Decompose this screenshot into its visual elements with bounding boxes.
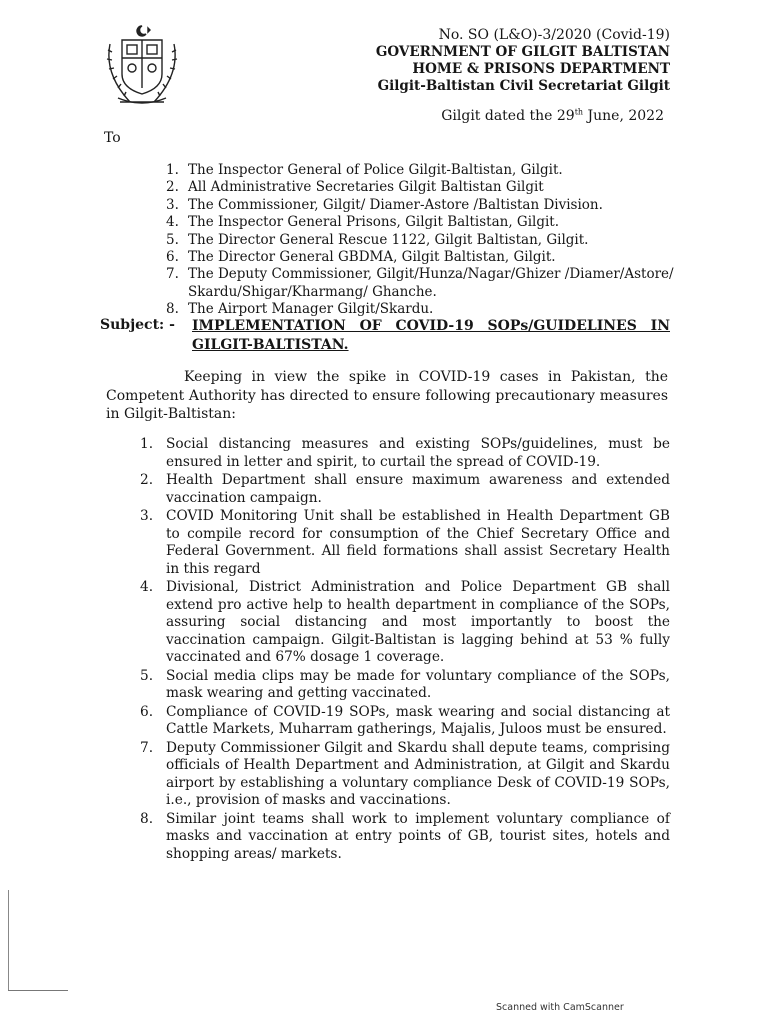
date-prefix: Gilgit dated the 29	[441, 108, 575, 124]
subject-text	[192, 317, 670, 355]
item-text: Social distancing measures and existing SOPs/guidelines, must be ensured in letter and spirit, to curtail the spread of COVID-19.	[166, 436, 670, 470]
letterhead	[376, 26, 670, 95]
item-text: COVID Monitoring Unit shall be established in Health Department GB to compile record for consumption of the Chief Secretary Office and Federal Government. All field formations shall assist Secretary Health in this regard	[166, 508, 670, 577]
item-number: 8.	[140, 810, 154, 827]
list-item	[166, 179, 686, 196]
list-item	[166, 266, 686, 301]
list-item	[166, 197, 686, 214]
item-text: The Inspector General of Police Gilgit-Baltistan, Gilgit.	[188, 162, 563, 178]
list-item	[140, 508, 670, 578]
item-number: 2.	[166, 179, 179, 196]
secretariat-name: Gilgit-Baltistan Civil Secretariat Gilgit	[377, 78, 670, 94]
item-number: 2.	[140, 472, 154, 488]
scanner-watermark: Scanned with CamScanner	[496, 1002, 624, 1013]
item-number: 5.	[140, 667, 154, 684]
addressee-list	[166, 162, 686, 319]
list-item	[166, 249, 686, 266]
item-number: 7.	[140, 739, 154, 756]
item-text: Deputy Commissioner Gilgit and Skardu shall depute teams, comprising officials of Health Department and Administration, at Gilgit and Skardu airport by establishing a voluntary compliance Desk of COVID-19 SOPs, i.e., provision of masks and vaccinations.	[166, 739, 670, 808]
item-number: 1.	[166, 162, 179, 178]
item-number: 7.	[166, 266, 179, 283]
date-ordinal: th	[574, 107, 584, 117]
scan-margin-line	[8, 890, 9, 990]
government-emblem-icon	[100, 22, 184, 110]
government-name: GOVERNMENT OF GILGIT BALTISTAN	[375, 44, 670, 60]
item-text: The Commissioner, Gilgit/ Diamer-Astore /Baltistan Division.	[188, 196, 603, 213]
item-text: Social media clips may be made for voluntary compliance of the SOPs, mask wearing and getting vaccinated.	[166, 667, 670, 701]
list-item	[166, 214, 686, 231]
list-item	[140, 740, 670, 810]
scan-bottom-line	[8, 990, 68, 991]
item-number: 3.	[140, 508, 154, 524]
department-name: HOME & PRISONS DEPARTMENT	[412, 61, 670, 77]
subject-text-line1: IMPLEMENTATION OF COVID-19 SOPs/GUIDELINES IN	[192, 318, 670, 334]
item-text: The Deputy Commissioner, Gilgit/Hunza/Nagar/Ghizer /Diamer/Astore/ Skardu/Shigar/Kharmang/ Ghanche.	[188, 266, 674, 300]
subject-text-line2: GILGIT-BALTISTAN.	[192, 337, 349, 353]
item-text: The Airport Manager Gilgit/Skardu.	[188, 301, 434, 318]
item-number: 4.	[140, 579, 154, 595]
to-label: To	[104, 130, 121, 146]
item-text: Compliance of COVID-19 SOPs, mask wearing and social distancing at Cattle Markets, Muharram gatherings, Majalis, Juloos must be ensured.	[166, 703, 670, 737]
list-item	[166, 232, 686, 249]
list-item	[140, 579, 670, 667]
letter-date	[441, 108, 664, 124]
measures-list	[140, 436, 670, 864]
list-item	[140, 668, 670, 703]
item-number: 4.	[166, 214, 179, 231]
list-item	[140, 472, 670, 507]
item-text: Divisional, District Administration and Police Department GB shall extend pro active help to health department in compliance of the SOPs, assuring social distancing and most importantly to boost the vaccination campaign. Gilgit-Baltistan is lagging behind at 53 % fully vaccinated and 67% dosage 1 coverage.	[166, 579, 670, 665]
intro-paragraph: Keeping in view the spike in COVID-19 cases in Pakistan, the Competent Authority has directed to ensure following precautionary measures in Gilgit-Baltistan:	[106, 369, 668, 422]
item-text: All Administrative Secretaries Gilgit Baltistan Gilgit	[188, 179, 544, 196]
item-number: 8.	[166, 301, 179, 318]
subject-label: Subject: -	[100, 317, 175, 333]
item-number: 1.	[140, 436, 154, 452]
item-number: 6.	[166, 249, 179, 266]
item-number: 3.	[166, 196, 179, 213]
item-text: Similar joint teams shall work to implement voluntary compliance of masks and vaccination at entry points of GB, tourist sites, hotels and shopping areas/ markets.	[166, 810, 670, 862]
item-number: 6.	[140, 703, 154, 720]
item-text: The Director General Rescue 1122, Gilgit Baltistan, Gilgit.	[188, 231, 589, 248]
item-text: Health Department shall ensure maximum awareness and extended vaccination campaign.	[166, 472, 670, 506]
list-item	[140, 811, 670, 864]
reference-number: No. SO (L&O)-3/2020 (Covid-19)	[438, 27, 670, 43]
list-item	[166, 162, 686, 179]
item-text: The Director General GBDMA, Gilgit Baltistan, Gilgit.	[188, 249, 556, 266]
list-item	[140, 704, 670, 739]
list-item	[140, 436, 670, 471]
item-number: 5.	[166, 231, 179, 248]
item-text: The Inspector General Prisons, Gilgit Baltistan, Gilgit.	[188, 214, 560, 231]
subject-line	[100, 317, 670, 355]
date-suffix: June, 2022	[583, 108, 664, 124]
